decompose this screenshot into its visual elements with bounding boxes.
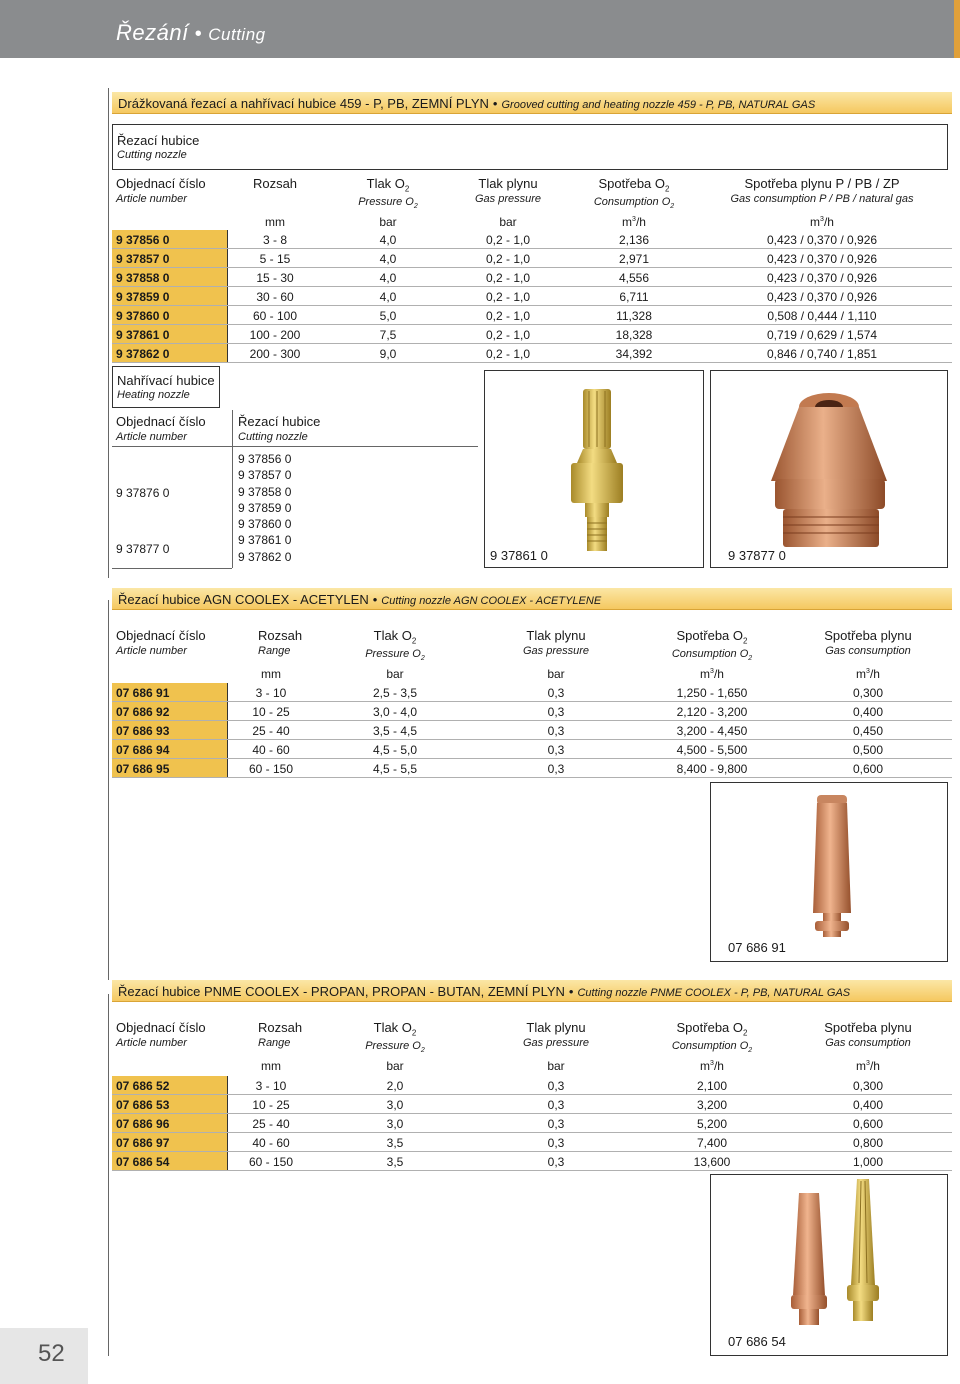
table-row <box>112 702 952 721</box>
section-bullet: • <box>568 984 574 999</box>
cutting-nozzle-label-cz: Řezací hubice <box>117 133 200 148</box>
unit-range: mm <box>265 215 285 229</box>
gas-pressure-cell: 0,2 - 1,0 <box>485 271 531 285</box>
header-en: Pressure O <box>365 1039 421 1052</box>
unit-gas-pressure: bar <box>499 215 517 229</box>
range-cell: 30 - 60 <box>256 290 294 304</box>
col-header-gas-consumption <box>700 176 944 205</box>
table-row <box>112 1095 952 1114</box>
col-header-range <box>232 176 318 191</box>
heating-code-a: 9 37876 0 <box>116 486 170 500</box>
range-cell: 3 - 8 <box>262 233 287 247</box>
pressure-o2-cell: 7,5 <box>379 328 397 342</box>
cutting-nozzle-code: 9 37861 0 <box>238 533 292 548</box>
unit-text: /h <box>823 215 834 229</box>
consumption-o2-cell: 3,200 - 4,450 <box>676 724 748 738</box>
gas-consumption-cell: 0,846 / 0,740 / 1,851 <box>766 347 878 361</box>
header-cz: Tlak plynu <box>478 176 538 191</box>
unit-consumption-o2 <box>652 1059 772 1073</box>
units-row <box>112 212 952 232</box>
divider <box>232 410 233 568</box>
header-cz: Rozsah <box>258 1020 303 1035</box>
product-image-box <box>710 1174 948 1356</box>
subscript: 2 <box>743 636 748 646</box>
header-cz: Objednací číslo <box>116 1020 206 1035</box>
consumption-o2-cell: 5,200 <box>696 1117 728 1131</box>
divider <box>112 446 478 447</box>
gas-pressure-cell: 0,2 - 1,0 <box>485 309 531 323</box>
consumption-o2-cell: 2,971 <box>618 252 650 266</box>
header-en: Gas consumption <box>825 1037 911 1049</box>
gas-pressure-cell: 0,3 <box>547 743 565 757</box>
unit-pressure: bar <box>386 1059 404 1073</box>
col-header-pressure-o2 <box>330 176 446 210</box>
gas-consumption-cell: 0,719 / 0,629 / 1,574 <box>766 328 878 342</box>
subscript: 2 <box>670 202 675 210</box>
gas-consumption-cell: 0,300 <box>852 686 884 700</box>
article-number-cell: 9 37857 0 <box>112 249 228 267</box>
unit-text: m <box>856 1059 867 1073</box>
col-header-range <box>258 628 302 657</box>
image-caption-3: 07 686 91 <box>728 940 786 955</box>
pressure-o2-cell: 3,5 <box>386 1155 404 1169</box>
unit-consumption-o2 <box>652 667 772 681</box>
table-row <box>112 230 952 249</box>
article-number-cell: 07 686 94 <box>112 740 228 758</box>
article-number-cell: 07 686 53 <box>112 1095 228 1113</box>
subscript: 2 <box>404 184 410 194</box>
unit-pressure: bar <box>386 667 404 681</box>
unit-text: m <box>700 667 711 681</box>
unit-text: /h <box>713 667 724 681</box>
section-2-title-en: Cutting nozzle AGN COOLEX - ACETYLENE <box>381 595 602 607</box>
unit-gas-consumption <box>806 667 930 681</box>
divider <box>112 568 232 569</box>
heating-nozzle-label-box <box>112 366 220 408</box>
unit-gas-pressure: bar <box>547 1059 565 1073</box>
cutting-nozzle-code: 9 37858 0 <box>238 484 292 499</box>
subscript: 2 <box>420 1046 425 1054</box>
range-cell: 10 - 25 <box>252 1098 290 1112</box>
header-en: Cutting nozzle <box>238 431 308 443</box>
table-row <box>112 268 952 287</box>
cutting-nozzle-code: 9 37856 0 <box>238 452 292 466</box>
heating-code-b: 9 37877 0 <box>116 542 170 556</box>
unit-sup: 3 <box>632 216 636 223</box>
pressure-o2-cell: 4,5 - 5,0 <box>372 743 418 757</box>
unit-range: mm <box>261 1059 281 1073</box>
page-number: 52 <box>38 1340 65 1367</box>
header-en: Article number <box>116 193 187 205</box>
header-cz: Spotřeba plynu <box>824 628 912 643</box>
table-row <box>112 1076 952 1095</box>
unit-text: /h <box>869 1059 880 1073</box>
col-header-gas-consumption <box>806 1020 930 1049</box>
table-row <box>112 683 952 702</box>
gas-pressure-cell: 0,3 <box>547 1136 565 1150</box>
gas-pressure-cell: 0,3 <box>547 686 565 700</box>
section-2-title-bar <box>112 588 952 610</box>
table-row <box>112 1114 952 1133</box>
subscript: 2 <box>748 1046 753 1054</box>
gas-consumption-cell: 0,400 <box>852 1098 884 1112</box>
pressure-o2-cell: 2,0 <box>386 1079 404 1093</box>
heating-cutting-list <box>238 451 291 565</box>
pressure-o2-cell: 4,0 <box>379 252 397 266</box>
title-cz: Řezání <box>116 20 189 45</box>
header-en: Article number <box>116 431 187 443</box>
header-en: Pressure O <box>365 647 421 660</box>
unit-text: m <box>700 1059 711 1073</box>
table-row <box>112 249 952 268</box>
unit-sup: 3 <box>866 1060 870 1067</box>
pressure-o2-cell: 4,0 <box>379 271 397 285</box>
consumption-o2-cell: 7,400 <box>696 1136 728 1150</box>
gas-consumption-cell: 0,400 <box>852 705 884 719</box>
range-cell: 200 - 300 <box>249 347 301 361</box>
pressure-o2-cell: 4,5 - 5,5 <box>372 762 418 776</box>
header-en: Consumption O <box>593 195 671 208</box>
col-header-consumption-o2 <box>652 628 772 662</box>
subscript: 2 <box>411 1028 417 1038</box>
range-cell: 60 - 150 <box>248 1155 294 1169</box>
consumption-o2-cell: 4,556 <box>618 271 650 285</box>
pressure-o2-cell: 3,0 <box>386 1117 404 1131</box>
range-cell: 5 - 15 <box>259 252 291 266</box>
gas-pressure-cell: 0,2 - 1,0 <box>485 290 531 304</box>
page-title <box>116 20 266 46</box>
header-cz: Tlak O <box>373 1020 412 1035</box>
header-cz: Tlak O <box>373 628 412 643</box>
pressure-o2-cell: 4,0 <box>379 290 397 304</box>
article-number-cell: 07 686 97 <box>112 1133 228 1151</box>
consumption-o2-cell: 2,120 - 3,200 <box>676 705 748 719</box>
unit-gas-consumption <box>806 1059 930 1073</box>
pressure-o2-cell: 4,0 <box>379 233 397 247</box>
gas-pressure-cell: 0,2 - 1,0 <box>485 252 531 266</box>
gas-consumption-cell: 1,000 <box>852 1155 884 1169</box>
col-header-article <box>116 628 206 657</box>
table-row <box>112 306 952 325</box>
gas-consumption-cell: 0,800 <box>852 1136 884 1150</box>
section-bullet: • <box>372 592 378 607</box>
table-row <box>112 287 952 306</box>
gas-consumption-cell: 0,423 / 0,370 / 0,926 <box>766 290 878 304</box>
consumption-o2-cell: 11,328 <box>616 309 652 323</box>
range-cell: 3 - 10 <box>255 1079 287 1093</box>
header-cz: Rozsah <box>258 628 303 643</box>
header-cz: Spotřeba plynu P / PB / ZP <box>744 176 900 191</box>
consumption-o2-cell: 3,200 <box>696 1098 728 1112</box>
article-number-cell: 07 686 52 <box>112 1076 228 1094</box>
section-3-title-en: Cutting nozzle PNME COOLEX - P, PB, NATURAL GAS <box>577 987 851 999</box>
table-row <box>112 325 952 344</box>
cutting-nozzle-code: 9 37857 0 <box>238 468 292 483</box>
cutting-nozzle-code: 9 37859 0 <box>238 500 292 515</box>
pressure-o2-cell: 9,0 <box>379 347 397 361</box>
heating-header-cutting <box>238 414 320 443</box>
side-rule <box>108 994 109 1356</box>
consumption-o2-cell: 8,400 - 9,800 <box>676 762 748 776</box>
gas-pressure-cell: 0,2 - 1,0 <box>485 347 531 361</box>
cutting-nozzle-code: 9 37862 0 <box>238 549 292 564</box>
gas-pressure-cell: 0,3 <box>547 762 565 776</box>
range-cell: 60 - 100 <box>252 309 298 323</box>
gas-pressure-cell: 0,3 <box>547 705 565 719</box>
table-row <box>112 740 952 759</box>
header-cz: Tlak O <box>366 176 405 191</box>
pressure-o2-cell: 3,5 - 4,5 <box>372 724 418 738</box>
header-en: Gas pressure <box>522 645 590 657</box>
section-1-title-bar <box>112 92 952 114</box>
image-caption-4: 07 686 54 <box>728 1334 786 1349</box>
side-rule <box>108 600 109 980</box>
unit-sup: 3 <box>710 668 714 675</box>
cutting-nozzle-label-en: Cutting nozzle <box>117 149 187 161</box>
heating-nozzle-label-en: Heating nozzle <box>117 389 190 401</box>
consumption-o2-cell: 1,250 - 1,650 <box>676 686 748 700</box>
col-header-range <box>258 1020 302 1049</box>
product-image-box <box>710 782 948 962</box>
range-cell: 25 - 40 <box>252 724 290 738</box>
header-en: Range <box>258 645 291 657</box>
table-row <box>112 721 952 740</box>
side-rule <box>108 88 109 578</box>
article-number-cell: 9 37860 0 <box>112 306 228 324</box>
col-header-article <box>116 1020 206 1049</box>
gas-pressure-cell: 0,3 <box>547 1117 565 1131</box>
gas-pressure-cell: 0,2 - 1,0 <box>485 233 531 247</box>
header-en: Consumption O <box>671 1039 749 1052</box>
subscript: 2 <box>420 654 425 662</box>
header-cz: Objednací číslo <box>116 176 206 191</box>
unit-sup: 3 <box>820 216 824 223</box>
units-row <box>112 1056 952 1076</box>
article-number-cell: 07 686 96 <box>112 1114 228 1132</box>
header-cz: Tlak plynu <box>526 1020 586 1035</box>
pressure-o2-cell: 3,5 <box>386 1136 404 1150</box>
consumption-o2-cell: 6,711 <box>619 290 649 304</box>
range-cell: 40 - 60 <box>252 743 290 757</box>
gas-consumption-cell: 0,600 <box>852 1117 884 1131</box>
consumption-o2-cell: 2,100 <box>696 1079 728 1093</box>
agn-coolex-nozzle-image <box>711 783 948 962</box>
consumption-o2-cell: 18,328 <box>615 328 653 342</box>
range-cell: 100 - 200 <box>249 328 301 342</box>
units-row <box>112 664 952 684</box>
unit-text: /h <box>713 1059 724 1073</box>
row-divider <box>112 1170 952 1171</box>
header-cz: Řezací hubice <box>238 414 321 429</box>
subscript: 2 <box>665 184 670 194</box>
gas-consumption-cell: 0,500 <box>852 743 884 757</box>
header-cz: Objednací číslo <box>116 414 206 429</box>
col-header-article <box>116 176 206 205</box>
gas-consumption-cell: 0,600 <box>852 762 884 776</box>
header-en: Gas consumption <box>825 645 911 657</box>
col-header-consumption-o2 <box>652 1020 772 1054</box>
image-caption-1: 9 37861 0 <box>490 548 548 563</box>
consumption-o2-cell: 13,600 <box>693 1155 731 1169</box>
unit-pressure: bar <box>379 215 397 229</box>
gas-consumption-cell: 0,300 <box>852 1079 884 1093</box>
article-number-cell: 9 37861 0 <box>112 325 228 343</box>
title-bullet: • <box>194 23 203 45</box>
title-en: Cutting <box>208 25 266 44</box>
header-cz: Spotřeba plynu <box>824 1020 912 1035</box>
gas-pressure-cell: 0,3 <box>547 1155 565 1169</box>
consumption-o2-cell: 34,392 <box>615 347 653 361</box>
article-number-cell: 9 37862 0 <box>112 344 228 362</box>
article-number-cell: 07 686 95 <box>112 759 228 777</box>
copper-nozzle-image <box>711 371 948 568</box>
heating-header-article <box>116 414 206 443</box>
article-number-cell: 07 686 92 <box>112 702 228 720</box>
header-tab <box>954 0 960 58</box>
subscript: 2 <box>413 202 418 210</box>
subscript: 2 <box>411 636 417 646</box>
header-cz: Tlak plynu <box>526 628 586 643</box>
table-row <box>112 759 952 778</box>
header-en: Range <box>258 1037 291 1049</box>
header-cz: Objednací číslo <box>116 628 206 643</box>
gas-consumption-cell: 0,423 / 0,370 / 0,926 <box>766 271 878 285</box>
brass-nozzle-image <box>485 371 704 568</box>
article-number-cell: 07 686 93 <box>112 721 228 739</box>
table-row <box>112 1133 952 1152</box>
article-number-cell: 07 686 91 <box>112 683 228 701</box>
table-row <box>112 1152 952 1171</box>
range-cell: 3 - 10 <box>255 686 287 700</box>
consumption-o2-cell: 2,136 <box>618 233 650 247</box>
section-2-title-cz: Řezací hubice AGN COOLEX - ACETYLEN <box>118 592 369 607</box>
range-cell: 60 - 150 <box>248 762 294 776</box>
range-cell: 40 - 60 <box>252 1136 290 1150</box>
header-en: Article number <box>116 645 187 657</box>
range-cell: 15 - 30 <box>256 271 294 285</box>
unit-text: m <box>856 667 867 681</box>
unit-gas-consumption <box>700 215 944 229</box>
header-en: Consumption O <box>671 647 749 660</box>
section-bullet: • <box>492 96 498 111</box>
unit-range: mm <box>261 667 281 681</box>
article-number-cell: 9 37856 0 <box>112 230 228 248</box>
col-header-gas-pressure <box>494 1020 618 1049</box>
pressure-o2-cell: 2,5 - 3,5 <box>372 686 418 700</box>
col-header-pressure-o2 <box>340 628 450 662</box>
header-cz: Spotřeba O <box>598 176 666 191</box>
gas-consumption-cell: 0,450 <box>852 724 884 738</box>
header-cz: Spotřeba O <box>676 1020 744 1035</box>
section-3-title-cz: Řezací hubice PNME COOLEX - PROPAN, PROPAN - BUTAN, ZEMNÍ PLYN <box>118 984 565 999</box>
pressure-o2-cell: 5,0 <box>379 309 397 323</box>
header-cz: Rozsah <box>252 176 298 191</box>
gas-pressure-cell: 0,2 - 1,0 <box>485 328 531 342</box>
header-en: Gas pressure <box>522 1037 590 1049</box>
col-header-gas-pressure <box>494 628 618 657</box>
section-3-title-bar <box>112 980 952 1002</box>
gas-pressure-cell: 0,3 <box>547 1079 565 1093</box>
article-number-cell: 9 37858 0 <box>112 268 228 286</box>
pressure-o2-cell: 3,0 - 4,0 <box>372 705 418 719</box>
header-en: Gas pressure <box>474 193 542 205</box>
unit-text: m <box>622 215 633 229</box>
unit-text: m <box>810 215 821 229</box>
unit-gas-pressure: bar <box>547 667 565 681</box>
unit-text: /h <box>635 215 646 229</box>
unit-sup: 3 <box>866 668 870 675</box>
gas-consumption-cell: 0,423 / 0,370 / 0,926 <box>766 252 878 266</box>
article-number-cell: 9 37859 0 <box>112 287 228 305</box>
consumption-o2-cell: 4,500 - 5,500 <box>676 743 748 757</box>
range-cell: 25 - 40 <box>252 1117 290 1131</box>
row-divider <box>112 362 952 363</box>
pnme-coolex-nozzles-image <box>711 1175 948 1356</box>
article-number-cell: 07 686 54 <box>112 1152 228 1170</box>
gas-consumption-cell: 0,423 / 0,370 / 0,926 <box>766 233 878 247</box>
header-en: Article number <box>116 1037 187 1049</box>
section-1-title-cz: Drážkovaná řezací a nahřívací hubice 459 - P, PB, ZEMNÍ PLYN <box>118 96 489 111</box>
pressure-o2-cell: 3,0 <box>386 1098 404 1112</box>
unit-sup: 3 <box>710 1060 714 1067</box>
unit-consumption-o2 <box>570 215 698 229</box>
product-image-box <box>484 370 704 568</box>
range-cell: 10 - 25 <box>252 705 290 719</box>
row-divider <box>112 777 952 778</box>
gas-pressure-cell: 0,3 <box>547 1098 565 1112</box>
col-header-gas-pressure <box>448 176 568 205</box>
table-row <box>112 344 952 363</box>
cutting-nozzle-code: 9 37860 0 <box>238 517 292 532</box>
heating-nozzle-label-cz: Nahřívací hubice <box>117 373 215 388</box>
gas-pressure-cell: 0,3 <box>547 724 565 738</box>
header-en: Gas consumption P / PB / natural gas <box>730 193 914 205</box>
col-header-pressure-o2 <box>340 1020 450 1054</box>
subscript: 2 <box>743 1028 748 1038</box>
header-en: Pressure O <box>358 195 414 208</box>
section-1-title-en: Grooved cutting and heating nozzle 459 - P, PB, NATURAL GAS <box>501 99 816 111</box>
cutting-nozzle-label-box <box>112 124 948 170</box>
col-header-gas-consumption <box>806 628 930 657</box>
col-header-consumption-o2 <box>570 176 698 210</box>
subscript: 2 <box>748 654 753 662</box>
product-image-box <box>710 370 948 568</box>
header-cz: Spotřeba O <box>676 628 744 643</box>
image-caption-2: 9 37877 0 <box>728 548 786 563</box>
gas-consumption-cell: 0,508 / 0,444 / 1,110 <box>767 309 877 323</box>
unit-text: /h <box>869 667 880 681</box>
